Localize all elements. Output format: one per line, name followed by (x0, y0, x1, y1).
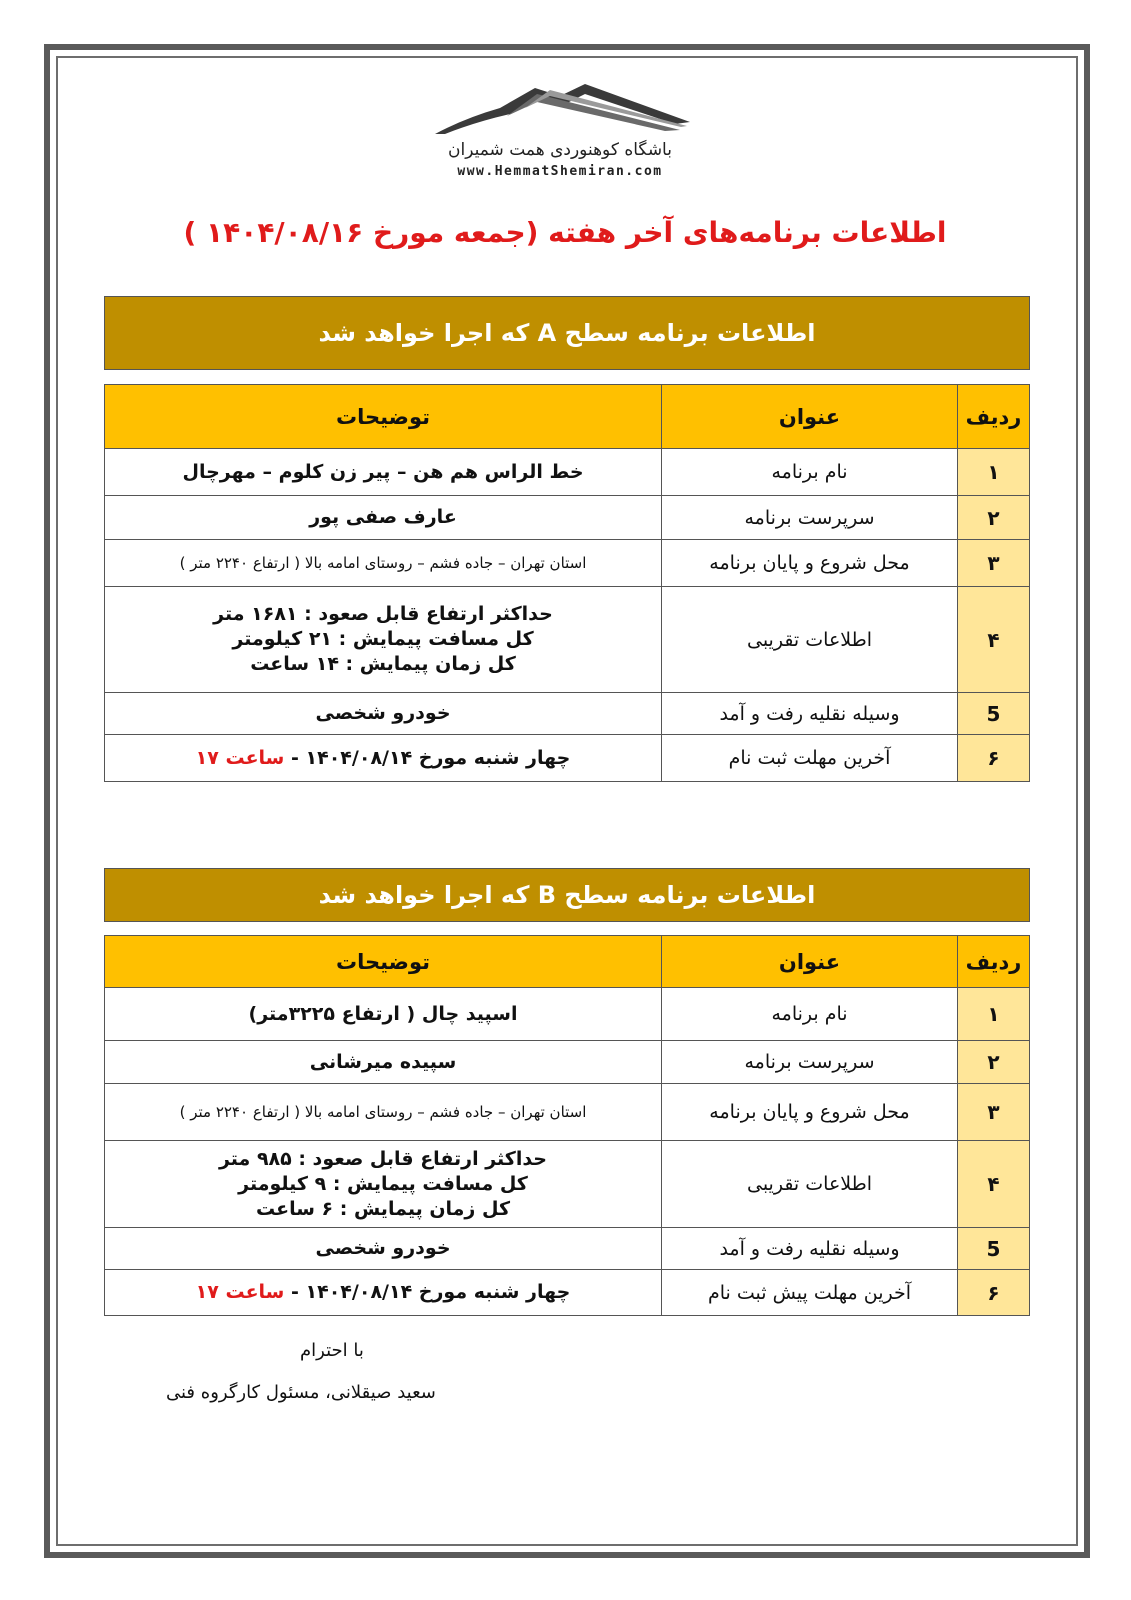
total-distance-line: کل مسافت پیمایش : ۲۱ کیلومتر (232, 628, 534, 650)
row-title: وسیله نقلیه رفت و آمد (662, 1228, 958, 1270)
max-altitude-line: حداکثر ارتفاع قابل صعود : ۱۶۸۱ متر (213, 603, 553, 625)
table-row (105, 449, 1030, 496)
signer-name: سعید صیقلانی، مسئول کارگروه فنی (166, 1382, 436, 1403)
row-description (105, 735, 662, 782)
max-altitude-line: حداکثر ارتفاع قابل صعود : ۹۸۵ متر (218, 1147, 548, 1170)
row-description: استان تهران – جاده فشم – روستای امامه بالا ( ارتفاع ۲۲۴۰ متر ) (105, 1084, 662, 1141)
row-title: سرپرست برنامه (662, 496, 958, 540)
row-description: خودرو شخصی (105, 693, 662, 735)
table-row (105, 693, 1030, 735)
header-description: توضیحات (105, 936, 662, 988)
row-description: خط الراس هم هن – پیر زن کلوم – مهرچال (105, 449, 662, 496)
page-frame-inner (56, 56, 1078, 1546)
row-number: ۱ (958, 988, 1030, 1041)
row-title: آخرین مهلت ثبت نام (662, 735, 958, 782)
row-number: ۲ (958, 1041, 1030, 1084)
header-row-number: ردیف (958, 385, 1030, 449)
row-description (105, 587, 662, 693)
row-number: ۲ (958, 496, 1030, 540)
total-time-line: کل زمان پیمایش : ۱۴ ساعت (250, 653, 516, 675)
row-description: اسپید چال ( ارتفاع ۳۲۲۵متر) (105, 988, 662, 1041)
club-logo (400, 78, 720, 198)
total-distance-line: کل مسافت پیمایش : ۹ کیلومتر (238, 1172, 528, 1195)
header-title: عنوان (662, 936, 958, 988)
mountain-logo-icon (425, 78, 695, 138)
row-title: اطلاعات تقریبی (662, 1141, 958, 1228)
row-title: آخرین مهلت پیش ثبت نام (662, 1270, 958, 1316)
header-row-number: ردیف (958, 936, 1030, 988)
deadline-time: ساعت ۱۷ (195, 746, 285, 769)
row-title: سرپرست برنامه (662, 1041, 958, 1084)
header-title: عنوان (662, 385, 958, 449)
row-description (105, 1270, 662, 1316)
table-row (105, 1270, 1030, 1316)
table-row (105, 1141, 1030, 1228)
row-number: 5 (958, 1228, 1030, 1270)
total-time-line: کل زمان پیمایش : ۶ ساعت (255, 1197, 510, 1220)
section-a-band: اطلاعات برنامه سطح A که اجرا خواهد شد (104, 296, 1030, 370)
row-title: محل شروع و پایان برنامه (662, 540, 958, 587)
table-row (105, 540, 1030, 587)
table-row (105, 988, 1030, 1041)
table-row (105, 735, 1030, 782)
row-title: وسیله نقلیه رفت و آمد (662, 693, 958, 735)
table-row (105, 587, 1030, 693)
page-title: اطلاعات برنامه‌های آخر هفته (جمعه مورخ ۱۴۰۴/۰۸/۱۶ ) (183, 216, 947, 249)
row-number: ۳ (958, 540, 1030, 587)
row-title: محل شروع و پایان برنامه (662, 1084, 958, 1141)
row-number: ۳ (958, 1084, 1030, 1141)
section-b-table (104, 935, 1030, 1316)
table-header-row (105, 936, 1030, 988)
deadline-date: چهار شنبه مورخ ۱۴۰۴/۰۸/۱۴ - (291, 746, 571, 769)
row-number: ۴ (958, 1141, 1030, 1228)
closing-greeting: با احترام (300, 1340, 364, 1361)
row-description (105, 1141, 662, 1228)
row-number: 5 (958, 693, 1030, 735)
table-row (105, 496, 1030, 540)
row-title: نام برنامه (662, 449, 958, 496)
header-description: توضیحات (105, 385, 662, 449)
row-number: ۱ (958, 449, 1030, 496)
row-title: اطلاعات تقریبی (662, 587, 958, 693)
row-description: استان تهران – جاده فشم – روستای امامه بالا ( ارتفاع ۲۲۴۰ متر ) (105, 540, 662, 587)
row-number: ۴ (958, 587, 1030, 693)
row-number: ۶ (958, 735, 1030, 782)
club-website: www.HemmatShemiran.com (457, 164, 663, 179)
row-title: نام برنامه (662, 988, 958, 1041)
deadline-time: ساعت ۱۷ (195, 1281, 285, 1303)
table-row (105, 1041, 1030, 1084)
row-description: عارف صفی پور (105, 496, 662, 540)
section-a-table (104, 384, 1030, 782)
table-row (105, 1228, 1030, 1270)
row-number: ۶ (958, 1270, 1030, 1316)
table-row (105, 1084, 1030, 1141)
row-description: سپیده میرشانی (105, 1041, 662, 1084)
deadline-date: چهار شنبه مورخ ۱۴۰۴/۰۸/۱۴ - (291, 1281, 571, 1303)
section-a (104, 296, 1030, 782)
section-b-band: اطلاعات برنامه سطح B که اجرا خواهد شد (104, 868, 1030, 922)
table-header-row (105, 385, 1030, 449)
section-b (104, 868, 1030, 1316)
row-description: خودرو شخصی (105, 1228, 662, 1270)
club-name: باشگاه کوهنوردی همت شمیران (448, 140, 672, 160)
